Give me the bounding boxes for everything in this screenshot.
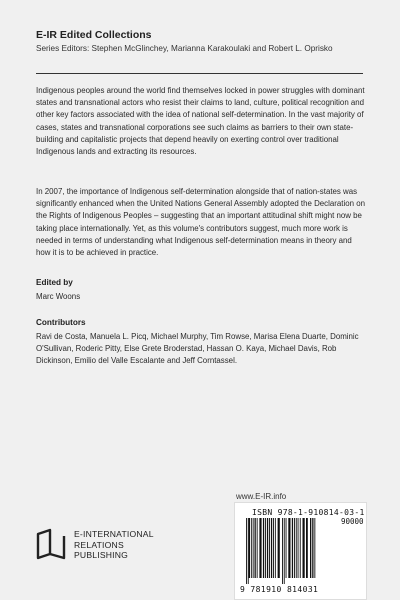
website-url: www.E-IR.info [236, 492, 287, 501]
contributors-label: Contributors [36, 318, 86, 327]
price-code: 90000 [341, 517, 364, 526]
publisher-line-3: PUBLISHING [74, 550, 129, 561]
blurb-paragraph-1: Indigenous peoples around the world find themselves locked in power struggles with dominant states and transnational actors who resist their claims to land, culture, political recognition and other key factors associated with the idea of national self-determination. In the vast majority of cases, states and transnational corporations see such claims as barriers to their own state-building and capitalistic projects that depend heavily on exerting control over traditional Indigenous lands and extracting its resources. [36, 86, 365, 157]
publisher-block [36, 528, 154, 562]
series-title: E-IR Edited Collections [36, 29, 152, 41]
editor-name: Marc Woons [36, 292, 81, 301]
publisher-name [74, 529, 154, 561]
edited-by-label: Edited by [36, 278, 73, 287]
barcode-digits: 9 781910 814031 [240, 585, 319, 594]
publisher-line-2: RELATIONS [74, 539, 124, 550]
isbn-number: ISBN 978-1-910814-03-1 [252, 508, 365, 517]
open-book-logo-icon [36, 528, 66, 562]
blurb-paragraph-2: In 2007, the importance of Indigenous self-determination alongside that of nation-states was significantly enhanced when the United Nations General Assembly adopted the Declaration on the Rights of Indigenous Peoples – suggesting that an important attitudinal shift might now be taking place internationally. Yet, as this volume's contributors suggest, much more work is needed in terms of understanding what Indigenous self-determination means in theory and how it is to be achieved in practice. [36, 187, 365, 258]
barcode-bars [244, 518, 338, 584]
publisher-line-1: E-INTERNATIONAL [74, 529, 154, 540]
series-editors: Series Editors: Stephen McGlinchey, Marianna Karakoulaki and Robert L. Oprisko [36, 44, 333, 53]
contributors-list: Ravi de Costa, Manuela L. Picq, Michael Murphy, Tim Rowse, Marisa Elena Duarte, Dominic O'Sullivan, Roderic Pitty, Else Grete Broderstad, Hassan O. Kaya, Michael Davis, Rob Dickinson, Emilio del Valle Escalante and Jeff Corntassel. [36, 332, 359, 366]
divider [36, 73, 363, 74]
